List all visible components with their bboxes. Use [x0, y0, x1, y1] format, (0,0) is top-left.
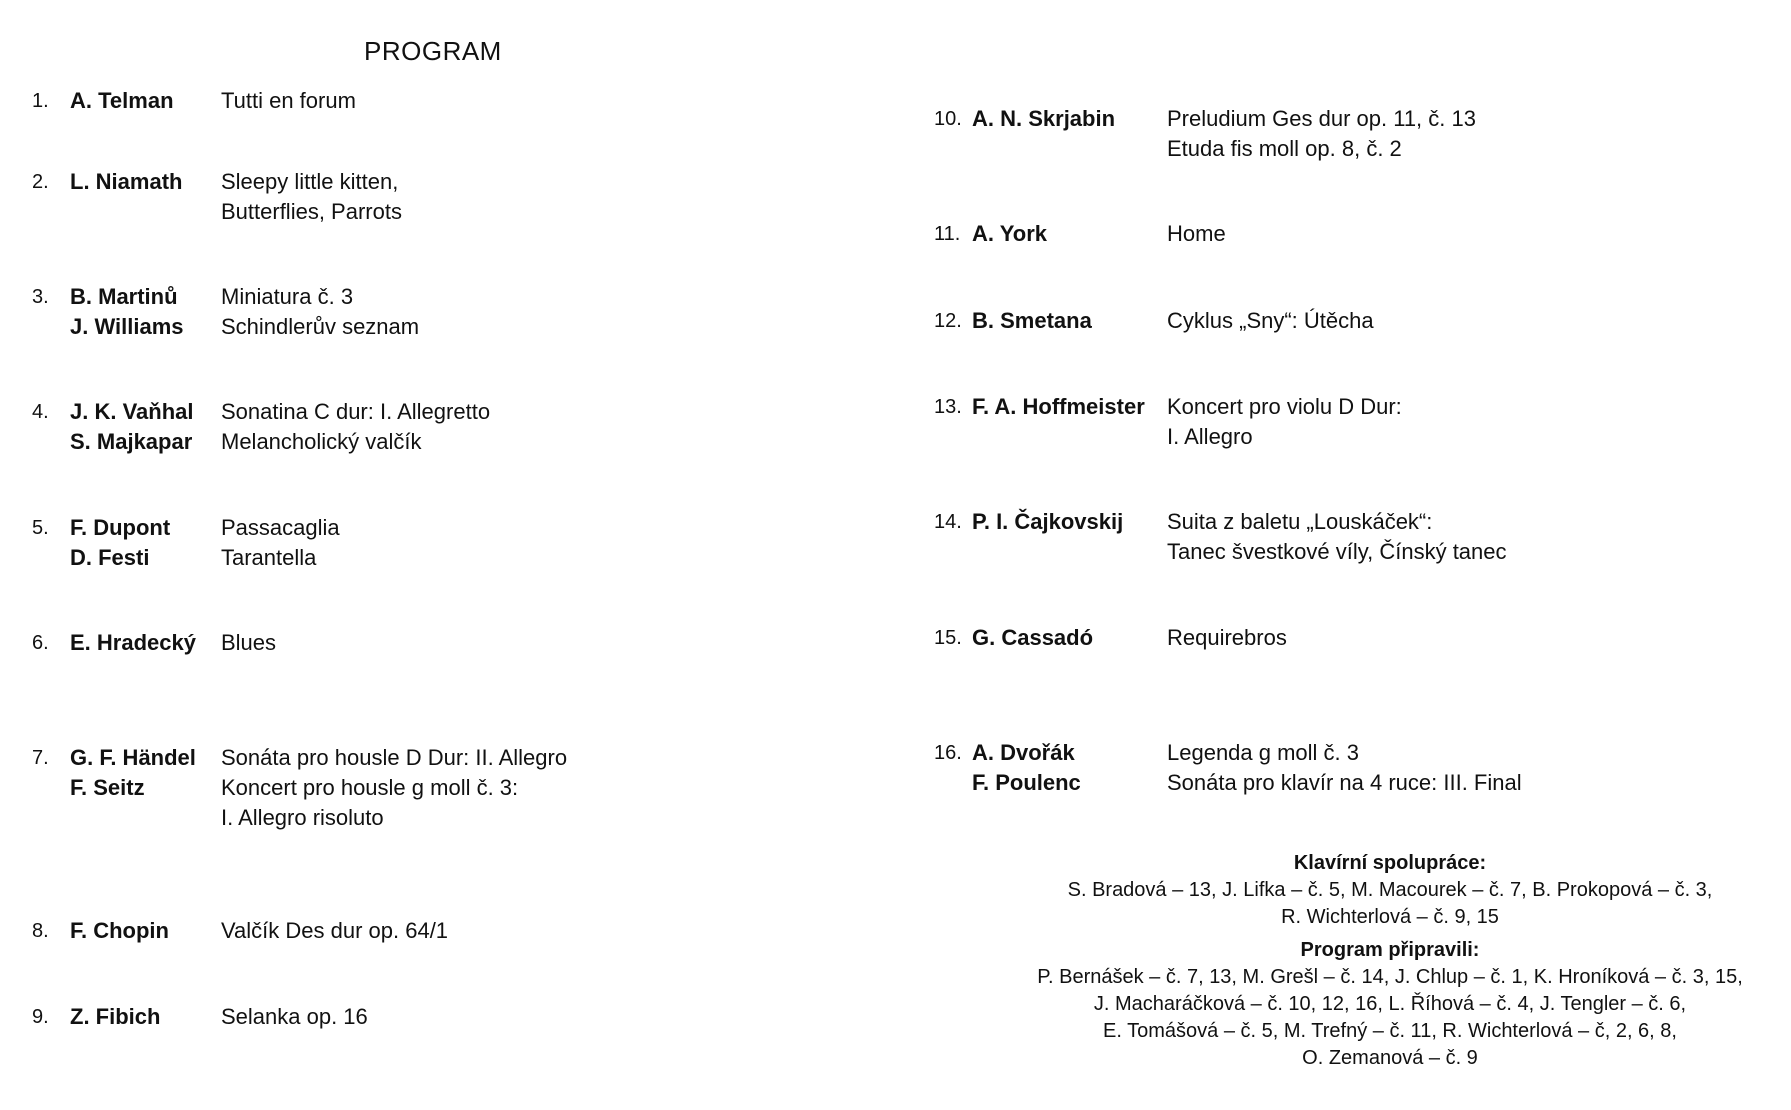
piano-collaboration-heading: Klavírní spolupráce: — [1293, 852, 1487, 874]
piano-collaboration-line: R. Wichterlová – č. 9, 15 — [1281, 906, 1499, 928]
piece-title: Schindlerův seznam — [221, 314, 420, 339]
composer-name: F. Poulenc — [972, 770, 1081, 795]
composer-name: G. Cassadó — [972, 625, 1094, 650]
composer-name: F. Dupont — [70, 515, 171, 540]
item-number: 4. — [32, 401, 49, 423]
piece-title: Sonatina C dur: I. Allegretto — [221, 399, 491, 424]
composer-name: J. K. Vaňhal — [70, 399, 194, 424]
composer-name: A. York — [972, 221, 1047, 246]
composer-name: A. Dvořák — [972, 740, 1075, 765]
piece-title: Tarantella — [221, 545, 317, 570]
credits — [1000, 850, 1780, 1078]
item-number: 15. — [934, 627, 962, 649]
piece-title: Butterflies, Parrots — [221, 199, 402, 224]
piece-title: Miniatura č. 3 — [221, 284, 354, 309]
program-prepared-heading: Program připravili: — [1300, 939, 1480, 961]
item-number: 11. — [934, 223, 961, 245]
piece-title: Home — [1167, 221, 1226, 246]
piece-title: Legenda g moll č. 3 — [1167, 740, 1360, 765]
item-number: 8. — [32, 920, 49, 942]
piece-title: Preludium Ges dur op. 11, č. 13 — [1167, 106, 1476, 131]
composer-name: P. I. Čajkovskij — [972, 509, 1124, 534]
program-prepared-by — [1000, 937, 1780, 1072]
composer-name: E. Hradecký — [70, 630, 196, 655]
item-number: 9. — [32, 1006, 49, 1028]
item-number: 10. — [934, 108, 962, 130]
composer-name: Z. Fibich — [70, 1004, 161, 1029]
composer-name: J. Williams — [70, 314, 184, 339]
item-number: 5. — [32, 517, 49, 539]
piece-title: Suita z baletu „Louskáček“: — [1167, 509, 1433, 534]
piece-title: Sonáta pro klavír na 4 ruce: III. Final — [1167, 770, 1522, 795]
composer-name: L. Niamath — [70, 169, 183, 194]
piece-title: Sonáta pro housle D Dur: II. Allegro — [221, 745, 568, 770]
piece-title: Selanka op. 16 — [221, 1004, 368, 1029]
composer-name: A. Telman — [70, 88, 174, 113]
piece-title: Blues — [221, 630, 277, 655]
item-number: 6. — [32, 632, 49, 654]
program-prepared-line: O. Zemanová – č. 9 — [1302, 1047, 1478, 1069]
piece-title: Sleepy little kitten, — [221, 169, 399, 194]
item-number: 16. — [934, 742, 962, 764]
piece-title: Koncert pro housle g moll č. 3: — [221, 775, 519, 800]
piece-title: I. Allegro risoluto — [221, 805, 384, 830]
composer-name: D. Festi — [70, 545, 150, 570]
composer-name: F. Seitz — [70, 775, 145, 800]
item-number: 3. — [32, 286, 49, 308]
composer-name: B. Smetana — [972, 308, 1092, 333]
piece-title: Passacaglia — [221, 515, 340, 540]
piece-title: Valčík Des dur op. 64/1 — [221, 918, 449, 943]
item-number: 2. — [32, 171, 49, 193]
item-number: 7. — [32, 747, 49, 769]
piece-title: Etuda fis moll op. 8, č. 2 — [1167, 136, 1402, 161]
program-prepared-line: P. Bernášek – č. 7, 13, M. Grešl – č. 14, J. Chlup – č. 1, K. Hroníková – č. 3, 15, — [1037, 966, 1743, 988]
item-number: 13. — [934, 396, 962, 418]
piece-title: Requirebros — [1167, 625, 1287, 650]
piece-title: Tutti en forum — [221, 88, 356, 113]
program-prepared-line: E. Tomášová – č. 5, M. Trefný – č. 11, R. Wichterlová – č, 2, 6, 8, — [1103, 1020, 1677, 1042]
piano-collaboration-line: S. Bradová – 13, J. Lifka – č. 5, M. Macourek – č. 7, B. Prokopová – č. 3, — [1067, 879, 1713, 901]
item-number: 1. — [32, 90, 49, 112]
item-number: 14. — [934, 511, 962, 533]
composer-name: A. N. Skrjabin — [972, 106, 1116, 131]
piece-title: Melancholický valčík — [221, 429, 422, 454]
page-title: PROGRAM — [364, 36, 502, 66]
piece-title: I. Allegro — [1167, 424, 1253, 449]
composer-name: G. F. Händel — [70, 745, 196, 770]
composer-name: F. A. Hoffmeister — [972, 394, 1145, 419]
item-number: 12. — [934, 310, 962, 332]
composer-name: B. Martinů — [70, 284, 178, 309]
composer-name: F. Chopin — [70, 918, 169, 943]
composer-name: S. Majkapar — [70, 429, 193, 454]
piece-title: Cyklus „Sny“: Útěcha — [1167, 308, 1374, 333]
piece-title: Tanec švestkové víly, Čínský tanec — [1167, 539, 1507, 564]
piece-title: Koncert pro violu D Dur: — [1167, 394, 1402, 419]
program-prepared-line: J. Macharáčková – č. 10, 12, 16, L. Říhová – č. 4, J. Tengler – č. 6, — [1093, 993, 1687, 1015]
piano-collaboration — [1000, 850, 1780, 931]
